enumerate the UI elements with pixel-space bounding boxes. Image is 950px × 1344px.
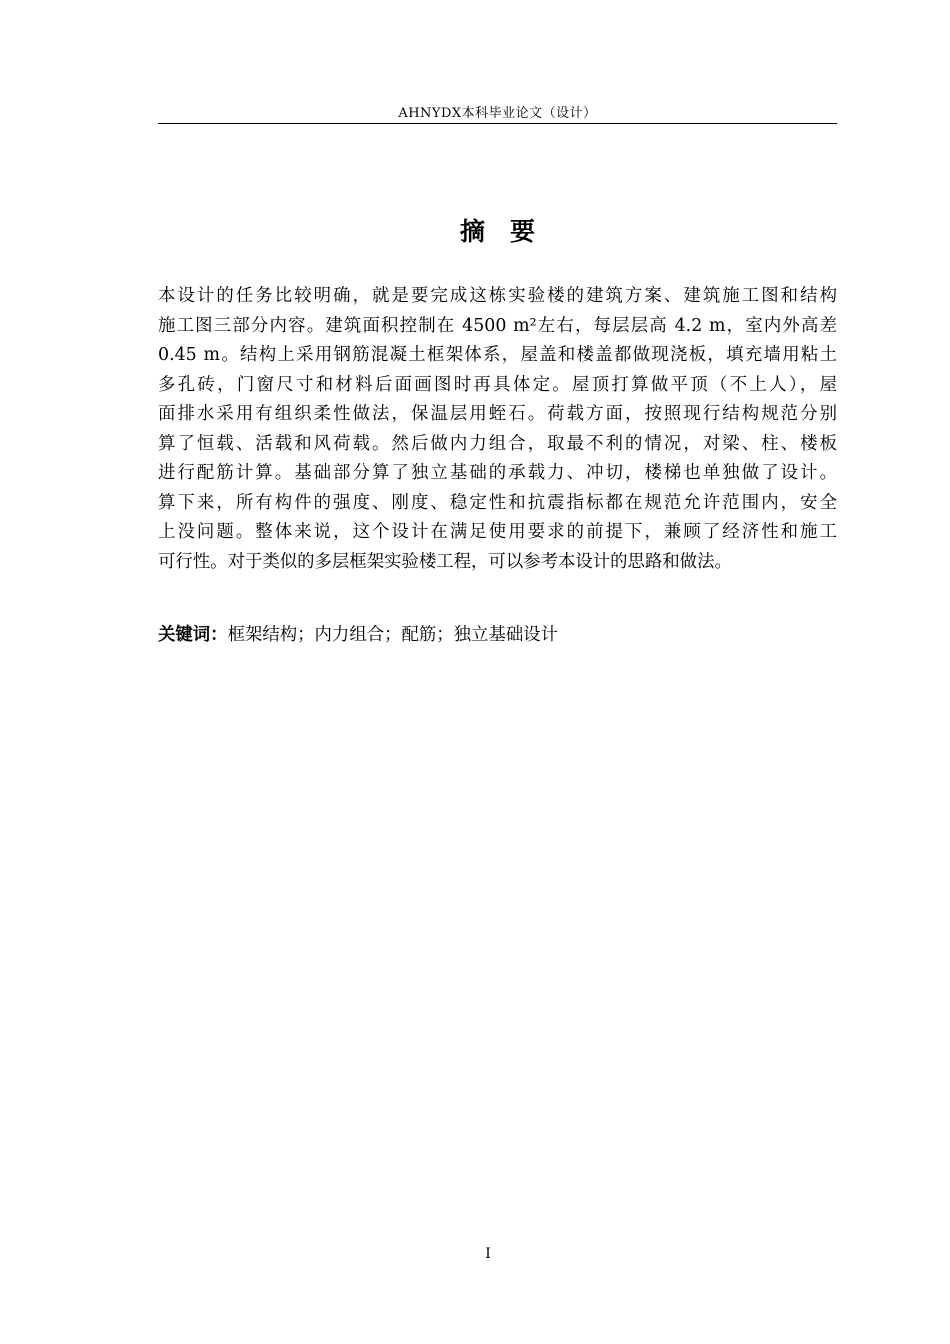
abstract-line-10: 可行性。对于类似的多层框架实验楼工程，可以参考本设计的思路和做法。 — [158, 551, 732, 572]
page-number: I — [485, 1246, 491, 1262]
abstract-line-6: 算了恒载、活载和风荷载。然后做内力组合，取最不利的情况，对梁、柱、楼板 — [158, 433, 837, 454]
abstract-line-8: 算下来，所有构件的强度、刚度、稳定性和抗震指标都在规范允许范围内，安全 — [158, 492, 837, 513]
abstract-body — [158, 282, 837, 577]
abstract-title: 摘 要 — [459, 217, 535, 246]
abstract-line-1: 本设计的任务比较明确，就是要完成这栋实验楼的建筑方案、建筑施工图和结构 — [158, 286, 837, 306]
keywords-value: 框架结构；内力组合；配筋；独立基础设计 — [227, 625, 559, 645]
keywords — [158, 620, 837, 650]
abstract-line-5: 面排水采用有组织柔性做法，保温层用蛭石。荷载方面，按照现行结构规范分别 — [158, 404, 837, 424]
keywords-label: 关键词： — [158, 625, 228, 645]
running-header: AHNYDX本科毕业论文（设计） — [398, 106, 597, 121]
abstract-line-2: 施工图三部分内容。建筑面积控制在 4500 m²左右，每层层高 4.2 m，室内外高差 — [158, 315, 837, 336]
abstract-line-4: 多孔砖，门窗尺寸和材料后面画图时再具体定。屋顶打算做平顶（不上人），屋 — [158, 374, 837, 395]
abstract-line-9: 上没问题。整体来说，这个设计在满足使用要求的前提下，兼顾了经济性和施工 — [158, 522, 837, 542]
abstract-line-3: 0.45 m。结构上采用钢筋混凝土框架体系，屋盖和楼盖都做现浇板，填充墙用粘土 — [158, 345, 837, 365]
header-rule — [158, 123, 837, 124]
abstract-line-7: 进行配筋计算。基础部分算了独立基础的承载力、冲切，楼梯也单独做了设计。 — [158, 463, 837, 483]
